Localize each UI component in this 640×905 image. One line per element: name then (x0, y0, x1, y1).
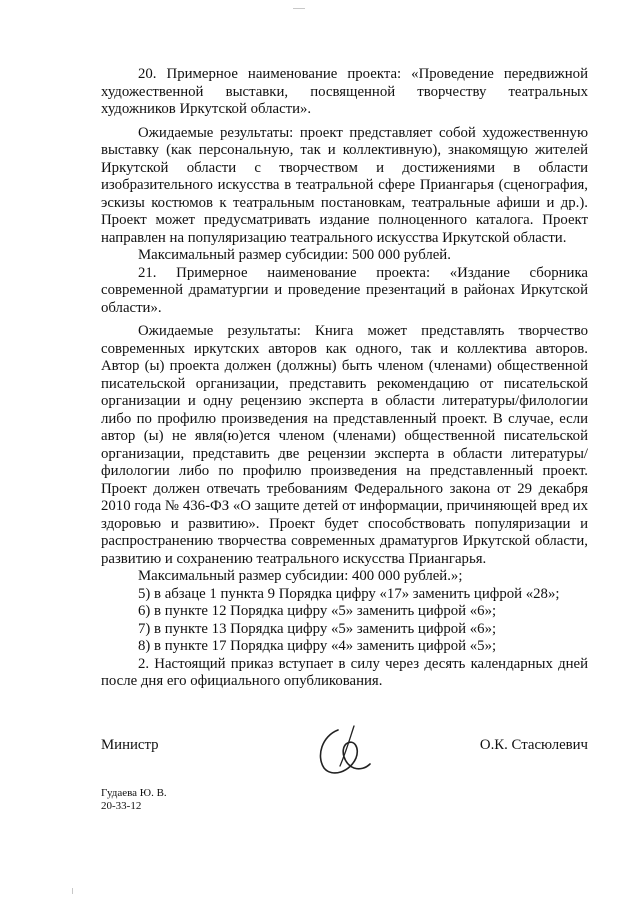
effective-date-clause: 2. Настоящий приказ вступает в силу через десять календарных дней после дня его официального опубликования. (101, 655, 588, 689)
project-21-results: Ожидаемые результаты: Книга может представлять творчество современных иркутских авторов как одного, так и коллектива авторов. Автор (ы) проекта должен (должны) быть членом (членами) общественной писательской организации, представить рекомендацию от писательской организации и одну рецензию эксперта в области литературы/филологии либо по профилю произведения на представленный проект. В случае, если автор (ы) не явля(ю)ется членом (членами) общественной писательской организации, представить две рецензии эксперта в области литературы/филологии либо по профилю произведения на представленный проект. Проект должен отвечать требованиям Федерального закона от 29 декабря 2010 года № 436-ФЗ «О защите детей от информации, причиняющей вред их здоровью и развитию». Проект будет способствовать популяризации и распространению творчества современных драматургов Иркутской области, развитию и сохранению театрального искусства Приангарья. (101, 323, 588, 567)
document-body (101, 66, 588, 691)
handwritten-signature (310, 722, 380, 782)
scan-mark (293, 8, 305, 9)
project-20-results: Ожидаемые результаты: проект представляет собой художественную выставку (как персональную, так и коллективную), знакомящую жителей Иркутской области с творчеством и достижениями в области изобразительного искусства в театральной сфере Приангарья (сценография, эскизы костюмов к театральным постановкам, театральные афиши и др.). Проект может предусматривать издание полноценного каталога. Проект направлен на популяризацию театрального искусства Иркутской области. (101, 124, 588, 246)
executor-name: Гудаева Ю. В. (101, 787, 167, 799)
signatory-name: О.К. Стасюлевич (479, 737, 588, 753)
project-20-max-subsidy: Максимальный размер субсидии: 500 000 рублей. (138, 247, 451, 263)
amendment-item-5: 5) в абзаце 1 пункта 9 Порядка цифру «17» заменить цифрой «28»; (138, 585, 560, 602)
amendment-item-6: 6) в пункте 12 Порядка цифру «5» заменить цифрой «6»; (138, 603, 497, 619)
project-21-title: 21. Примерное наименование проекта: «Издание сборника современной драматургии и проведение презентаций в районах Иркутской области». (101, 264, 588, 316)
signatory-position: Министр (101, 737, 159, 753)
amendment-item-7: 7) в пункте 13 Порядка цифру «5» заменить цифрой «6»; (138, 620, 497, 637)
scan-mark (72, 888, 73, 894)
amendment-item-8: 8) в пункте 17 Порядка цифру «4» заменить цифрой «5»; (138, 638, 497, 654)
project-21-max-subsidy: Максимальный размер субсидии: 400 000 рублей.»; (138, 568, 463, 584)
executor-info (101, 787, 167, 813)
executor-phone: 20-33-12 (101, 800, 142, 812)
project-20-title: 20. Примерное наименование проекта: «Проведение передвижной художественной выставки, посвященной творчеству театральных художников Иркутской области». (101, 66, 588, 117)
